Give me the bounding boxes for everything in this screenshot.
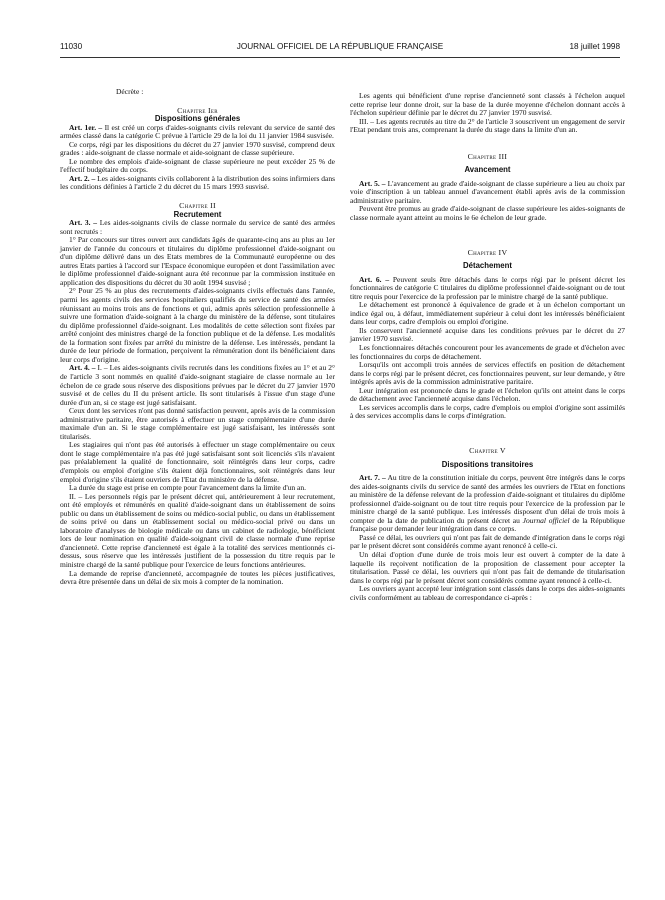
article-1-para-2: Ce corps, régi par les dispositions du décret du 27 janvier 1970 susvisé, comprend deux grades : aide-soignant de classe normale et aide-soignant de classe supérieure. bbox=[60, 139, 335, 158]
article-7-para-2: Passé ce délai, les ouvriers qui n'ont pas fait de demande d'intégration dans le corps régi par le présent décret sont considérés comme ayant renoncé à celle-ci. bbox=[350, 532, 625, 551]
chapter-5-subtitle: Dispositions transitoires bbox=[441, 459, 534, 469]
article-2: Art. 2. – Les aides-soignants civils collaborent à la distribution des soins infirmiers dans les conditions définies à l'article 2 du décret du 15 mars 1993 susvisé. bbox=[60, 173, 335, 192]
chapter-3-title: Chapitre III bbox=[467, 151, 508, 161]
right-column bbox=[350, 92, 625, 602]
journal-officiel-italic: Journal officiel bbox=[522, 515, 570, 525]
article-7: Art. 7. – Au titre de la constitution initiale du corps, peuvent être intégrés dans le corps des aides-soignants civils du service de santé des armées les ouvriers de l'Etat en fonctions au ministère de la défense relevant de la profession d'aide-soignant et titulaires du diplôme professionnel d'aide-soignant ou de tout titre requis pour l'exercice de la profession par le ministre chargé de la santé publique. Les intéressés disposent d'un délai de trois mois à compter de la date de publication du présent décret au Journal officiel de la République française pour demander leur intégration dans ce corps. bbox=[350, 473, 625, 534]
article-6-para-2: Le détachement est prononcé à équivalence de grade et à un échelon comportant un indice égal ou, à défaut, immédiatement supérieur à celui dont les intéressés bénéficiaient dans leur corps, cadre d'emplois ou emploi d'origine. bbox=[350, 300, 625, 327]
chapter-2-title: Chapitre II bbox=[179, 201, 216, 211]
chapter-3-subtitle: Avancement bbox=[464, 165, 511, 175]
page-header bbox=[60, 42, 620, 56]
article-4-para-6: La demande de reprise d'ancienneté, accompagnée de toutes les pièces justificatives, devra être présentée dans un délai de six mois à compter de la nomination. bbox=[60, 568, 335, 587]
decrete-label: Décrète : bbox=[116, 87, 144, 96]
article-4: Art. 4. – I. – Les aides-soignants civils recrutés dans les conditions fixées au 1° et au 2° de l'article 3 sont nommés en qualité d'aide-soignant stagiaire de classe normale au 1er échelon de ce grade sous réserve des dispositions prévues par le décret du 27 janvier 1970 susvisé et de celles du II du présent article. Ils sont titularisés à l'issue d'un stage d'une durée d'un an, si ce stage est jugé satisfaisant. bbox=[60, 363, 336, 407]
engagement-paragraph: III. – Les agents recrutés au titre du 2° de l'article 3 souscrivent un engagement de servir l'Etat pendant trois ans, comprenant la durée du stage dans la limite d'un an. bbox=[350, 116, 625, 135]
article-3-item-1: 1° Par concours sur titres ouvert aux candidats âgés de quarante-cinq ans au plus au 1er janvier de l'année du concours et titulaires du diplôme professionnel d'aide-soignant ou d'un diplôme délivré dans un des Etats membres de la Communauté européenne ou des autres Etats parties à l'accord sur l'Espace économique européen et dont l'assimilation avec le diplôme professionnel d'aide-soignant aura été reconnue par la commission instituée en application des dispositions du décret du 30 août 1994 susvisé ; bbox=[60, 235, 335, 287]
article-6-para-5: Lorsqu'ils ont accompli trois années de services effectifs en position de détachement dans le corps régi par le présent décret, ces fonctionnaires peuvent, sur leur demande, y être intégrés après avis de la commission administrative paritaire. bbox=[350, 360, 625, 387]
chapter-5-title: Chapitre V bbox=[469, 445, 506, 455]
left-column bbox=[60, 88, 335, 587]
article-7-para-4: Les ouvriers ayant accepté leur intégration sont classés dans le corps des aides-soignants civils conformément au tableau de correspondance ci-après : bbox=[350, 584, 625, 602]
article-3: Art. 3. – Les aides-soignants civils de classe normale du service de santé des armées sont recrutés : bbox=[60, 218, 336, 236]
article-5: Art. 5. – L'avancement au grade d'aide-soignant de classe supérieure a lieu au choix par voie d'inscription à un tableau annuel d'avancement établi après avis de la commission administrative paritaire. bbox=[350, 178, 625, 205]
article-6-para-7: Les services accomplis dans le corps, cadre d'emplois ou emploi d'origine sont assimilés à des services accomplis dans le corps d'intégration. bbox=[350, 402, 625, 421]
reprise-paragraph: Les agents qui bénéficient d'une reprise d'ancienneté sont classés à l'échelon auquel cette reprise leur donne droit, sur la base de la durée moyenne d'échelon donnant accès à l'échelon supérieur définie par le décret du 27 janvier 1970 susvisé. bbox=[350, 91, 625, 118]
chapter-1-subtitle: Dispositions générales bbox=[154, 114, 241, 124]
article-3-item-2: 2° Pour 25 % au plus des recrutements d'aides-soignants civils effectués dans l'année, parmi les agents civils des services hospitaliers qualifiés du service de santé des armées réunissant au moins trois ans de fonctions et qui, admis après sélection professionnelle à suivre une formation d'aide-soignant à la charge du ministère de la défense, sont titulaires du diplôme professionnel d'aide-soignant. Les modalités de cette sélection sont fixées par arrêté conjoint des ministres chargé de la fonction publique et de la défense. Les modalités de la formation sont fixées par arrêté du ministre de la défense. Les intéressés, pendant la durée de leur période de formation, perçoivent la rémunération dont ils bénéficiaient dans leur corps d'origine. bbox=[60, 286, 335, 364]
chapter-2-subtitle: Recrutement bbox=[173, 209, 222, 219]
article-6-para-6: Leur intégration est prononcée dans le grade et l'échelon qu'ils ont atteint dans le corps de détachement avec l'ancienneté acquise dans l'échelon. bbox=[350, 385, 625, 404]
header-rule bbox=[60, 57, 620, 58]
journal-title: JOURNAL OFFICIEL DE LA RÉPUBLIQUE FRANÇAISE bbox=[236, 42, 444, 51]
article-6-para-3: Ils conservent l'ancienneté acquise dans les conditions prévues par le décret du 27 janvier 1970 susvisé. bbox=[350, 325, 625, 344]
article-4-para-2: Ceux dont les services n'ont pas donné satisfaction peuvent, après avis de la commission administrative paritaire, être autorisés à effectuer un stage complémentaire d'une durée maximale d'un an. Si le stage complémentaire est jugé satisfaisant, les intéressés sont titularisés. bbox=[60, 406, 335, 441]
chapter-4-subtitle: Détachement bbox=[463, 261, 512, 271]
article-6: Art. 6. – Peuvent seuls être détachés dans le corps régi par le présent décret les fonctionnaires de catégorie C titulaires du diplôme professionnel d'aide-soignant ou de tout titre requis pour l'exercice de la profession par le ministre chargé de la santé publique. bbox=[350, 274, 625, 301]
article-1: Art. 1er. – Il est créé un corps d'aides-soignants civils relevant du service de santé des armées classé dans la catégorie C prévue à l'article 29 de la loi du 11 janvier 1984 susvisée. bbox=[60, 122, 336, 141]
article-4-para-4: La durée du stage est prise en compte pour l'avancement dans la limite d'un an. bbox=[69, 483, 306, 493]
article-7-para-3: Un délai d'option d'une durée de trois mois leur est ouvert à compter de la date à laquelle ils reçoivent notification de la proposition de classement pour accepter la titularisation. Passé ce délai, les ouvriers qui n'ont pas fait de demande de titularisation dans le corps régi par le présent décret sont considérés comme ayant renoncé à celle-ci. bbox=[350, 549, 625, 585]
article-4-para-3: Les stagiaires qui n'ont pas été autorisés à effectuer un stage complémentaire ou ceux dont le stage complémentaire n'a pas été jugé satisfaisant sont soit licenciés s'ils n'avaient pas préalablement la qualité de fonctionnaire, soit réintégrés dans leur corps, cadre d'emplois ou emploi d'origine s'ils étaient déjà fonctionnaires, soit réintégrés dans leur emploi d'origine s'ils étaient ouvriers de l'Etat du ministère de la défense. bbox=[60, 440, 335, 484]
issue-date: 18 juillet 1998 bbox=[569, 42, 620, 51]
article-1-para-3: Le nombre des emplois d'aide-soignant de classe supérieure ne peut excéder 25 % de l'effectif budgétaire du corps. bbox=[60, 156, 335, 175]
article-5-para-2: Peuvent être promus au grade d'aide-soignant de classe supérieure les aides-soignants de classe normale ayant atteint au moins le 6e échelon de leur grade. bbox=[350, 204, 625, 223]
article-6-para-4: Les fonctionnaires détachés concourent pour les avancements de grade et d'échelon avec les fonctionnaires du corps de détachement. bbox=[350, 343, 625, 361]
chapter-1-title: Chapitre Ier bbox=[177, 105, 218, 115]
page-number: 11030 bbox=[60, 42, 83, 51]
article-4-para-5: II. – Les personnels régis par le présent décret qui, antérieurement à leur recrutement, ont été employés et rémunérés en qualité d'aide-soignant dans un établissement de soins public ou dans un établissement de soins ou médico-social public, ou dans un établissement de soins privé ou dans un établissement social ou médico-social privé ou dans un laboratoire d'analyses de biologie médicale ou dans un cabinet de radiologie, bénéficient lors de leur nomination en qualité d'aide-soignant civil de classe normale d'une reprise d'ancienneté. Cette reprise d'ancienneté est égale à la totalité des services mentionnés ci-dessus, sous réserve que les intéressés justifient de la possession du titre requis par le ministre chargé de la santé publique pour l'exercice de leurs fonctions antérieures. bbox=[60, 491, 335, 569]
chapter-4-title: Chapitre IV bbox=[467, 247, 508, 257]
